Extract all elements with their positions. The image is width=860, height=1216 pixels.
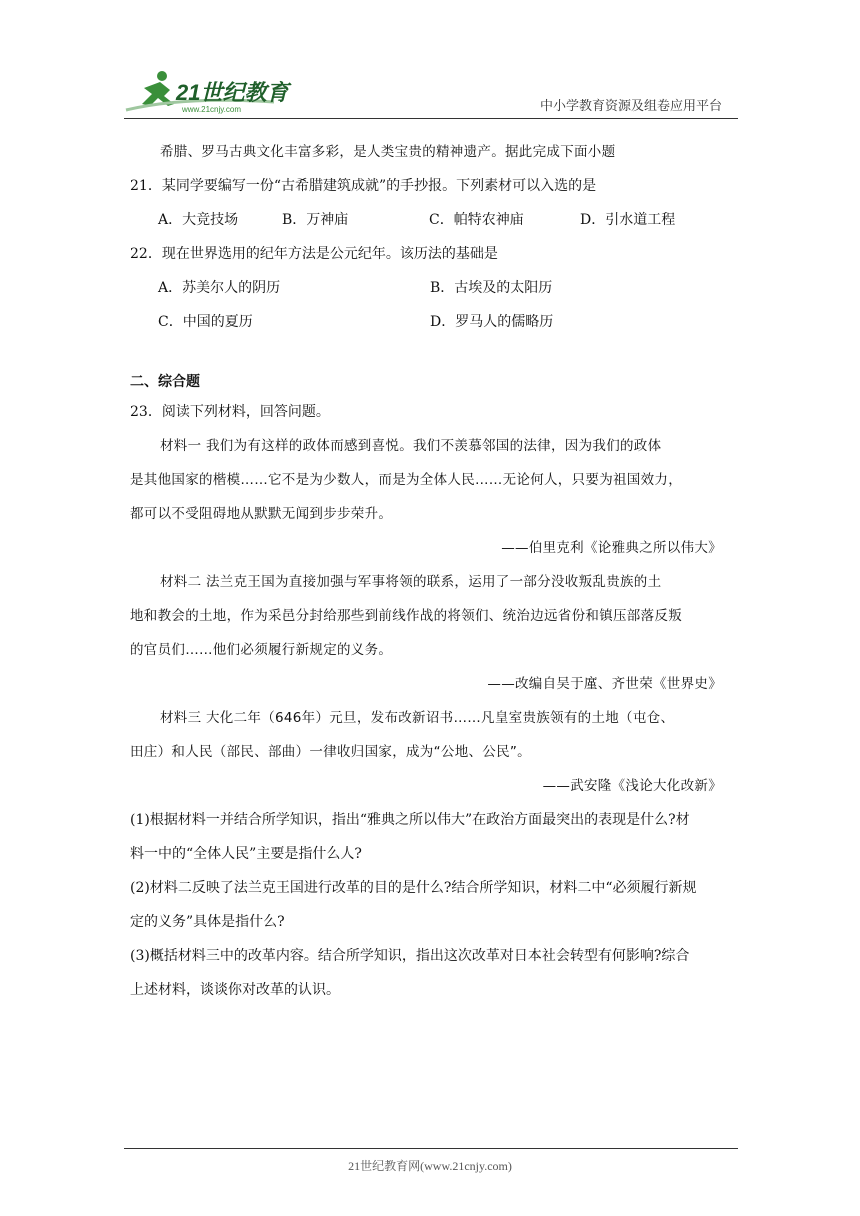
header-divider <box>124 118 738 119</box>
material1-line: 都可以不受阻碍地从默默无闻到步步荣升。 <box>130 506 393 522</box>
q22-option-a: A．苏美尔人的阴历 <box>158 280 281 296</box>
material3-source: ——武安隆《浅论大化改新》 <box>542 778 722 794</box>
material2-source: ——改编自吴于廑、齐世荣《世界史》 <box>487 676 722 692</box>
subquestion-1-line: (1)根据材料一并结合所学知识，指出“雅典之所以伟大”在政治方面最突出的表现是什么?材 <box>130 812 690 828</box>
subquestion-3-line: 上述材料，谈谈你对改革的认识。 <box>130 982 340 998</box>
q22-option-c: C．中国的夏历 <box>158 314 253 330</box>
q21-option-c: C．帕特农神庙 <box>429 212 524 228</box>
material2-line: 的官员们……他们必须履行新规定的义务。 <box>130 642 393 658</box>
subquestion-2-line: 定的义务”具体是指什么? <box>130 914 285 930</box>
q22-option-d: D．罗马人的儒略历 <box>430 314 554 330</box>
logo-text: 21世纪教育 <box>176 80 289 105</box>
site-logo <box>124 66 304 116</box>
subquestion-3-line: (3)概括材料三中的改革内容。结合所学知识，指出这次改革对日本社会转型有何影响?综合 <box>130 948 690 964</box>
runner-logo-icon <box>124 66 304 116</box>
q21-option-a: A．大竞技场 <box>158 212 239 228</box>
subquestion-2-line: (2)材料二反映了法兰克王国进行改革的目的是什么?结合所学知识，材料二中“必须履行新规 <box>130 880 697 896</box>
platform-title: 中小学教育资源及组卷应用平台 <box>540 99 723 114</box>
material1-line: 是其他国家的楷模……它不是为少数人，而是为全体人民……无论何人，只要为祖国效力， <box>130 472 682 488</box>
material2-line: 材料二 法兰克王国为直接加强与军事将领的联系，运用了一部分没收叛乱贵族的土 <box>160 574 662 590</box>
material1-source: ——伯里克利《论雅典之所以伟大》 <box>501 540 722 556</box>
footer-text: 21世纪教育网(www.21cnjy.com) <box>348 1159 512 1173</box>
logo-url: www.21cnjy.com <box>182 105 241 114</box>
q23-stem: 23．阅读下列材料，回答问题。 <box>130 404 330 420</box>
material3-line: 材料三 大化二年（646年）元旦，发布改新诏书……凡皇室贵族领有的土地（屯仓、 <box>160 710 675 726</box>
intro-text: 希腊、罗马古典文化丰富多彩，是人类宝贵的精神遗产。据此完成下面小题 <box>160 144 616 160</box>
q22-option-b: B．古埃及的太阳历 <box>430 280 553 296</box>
material2-line: 地和教会的土地，作为采邑分封给那些到前线作战的将领们、统治边远省份和镇压部落反叛 <box>130 608 682 624</box>
q21-option-d: D．引水道工程 <box>580 212 676 228</box>
subquestion-1-line: 料一中的“全体人民”主要是指什么人? <box>130 846 362 862</box>
section-title: 二、综合题 <box>130 374 200 390</box>
q21-option-b: B．万神庙 <box>282 212 349 228</box>
footer-divider <box>124 1148 738 1149</box>
q21-stem: 21．某同学要编写一份“古希腊建筑成就”的手抄报。下列素材可以入选的是 <box>130 178 597 194</box>
q22-stem: 22．现在世界选用的纪年方法是公元纪年。该历法的基础是 <box>130 246 498 262</box>
material3-line: 田庄）和人民（部民、部曲）一律收归国家，成为“公地、公民”。 <box>130 744 531 760</box>
material1-line: 材料一 我们为有这样的政体而感到喜悦。我们不羡慕邻国的法律，因为我们的政体 <box>160 438 662 454</box>
